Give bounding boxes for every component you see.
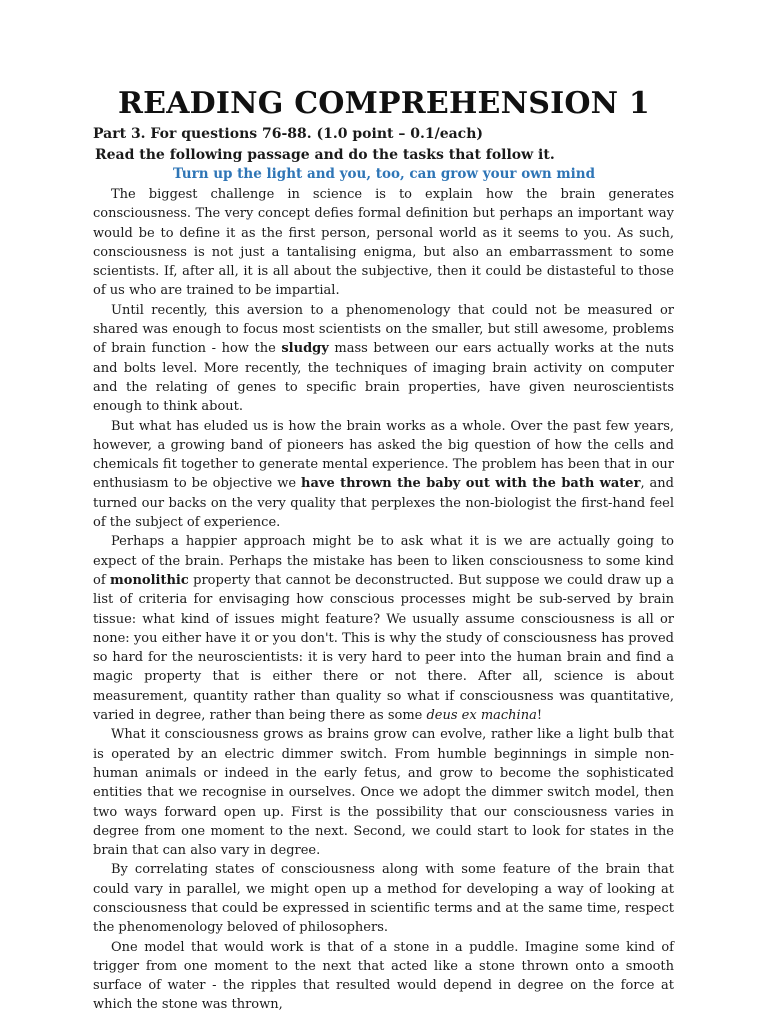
passage-body [93, 185, 674, 1015]
highlighted-word-monolithic: monolithic [110, 572, 189, 588]
paragraph-4-text-c: property that cannot be deconstructed. But suppose we could draw up a list of criteria for envisaging how conscious processes might be sub-served by brain tissue: what kind of issues might feature? We usually assume consciousness is all or none: you either have it or you don't. This is why the study of consciousness has proved so hard for the neuroscientists: it is very hard to peer into the human brain and find a magic property that is either there or not there. After all, science is about measurement, quantity rather than quality so what if consciousness was quantitative, varied in degree, rather than being there as some [93, 572, 674, 724]
instruction-text: Read the following passage and do the tasks that follow it. [95, 147, 555, 163]
part-heading: Part 3. For questions 76-88. (1.0 point – 0.1/each) [93, 126, 483, 142]
paragraph-1 [93, 185, 674, 301]
passage-title: Turn up the light and you, too, can grow your own mind [172, 166, 596, 182]
paragraph-4 [93, 532, 674, 725]
paragraph-7-text: One model that would work is that of a stone in a puddle. Imagine some kind of trigger from one moment to the next that acted like a stone thrown onto a smooth surface of water - the ripples that resulted would depend in degree on the force at which the stone was thrown, [93, 939, 674, 1013]
paragraph-2-text-c: mass between our ears actually works at the nuts and bolts level. More recently, the techniques of imaging brain activity on computer and the relating of genes to specific brain properties, have given neuroscientists enough to think about. [93, 341, 674, 415]
page-title: READING COMPREHENSION 1 [118, 86, 650, 121]
paragraph-2 [93, 301, 674, 417]
paragraph-3 [93, 417, 674, 533]
paragraph-5-text: What it consciousness grows as brains grow can evolve, rather like a light bulb that is operated by an electric dimmer switch. From humble beginnings in simple non-human animals or indeed in the early fetus, and grow to become the sophisticated entities that we recognise in ourselves. Once we adopt the dimmer switch model, then two ways forward open up. First is the possibility that our consciousness varies in degree from one moment to the next. Second, we could start to look for states in the brain that can also vary in degree. [93, 727, 674, 859]
italic-phrase-deus-ex-machina: deus ex machina [426, 708, 537, 724]
paragraph-3-text-c: , and turned our backs on the very quality that perplexes the non-biologist the first-hand feel of the subject of experience. [93, 476, 675, 531]
paragraph-6-text: By correlating states of consciousness along with some feature of the brain that could vary in parallel, we might open up a method for developing a way of looking at consciousness that could be expressed in scientific terms and at the same time, respect the phenomenology beloved of philosophers. [93, 862, 674, 936]
highlighted-phrase-baby-bath-water: have thrown the baby out with the bath water [301, 476, 641, 492]
highlighted-word-sludgy: sludgy [281, 341, 329, 357]
paragraph-1-text: The biggest challenge in science is to explain how the brain generates consciousness. The very concept defies formal definition but perhaps an important way would be to define it as the first person, personal world as it seems to you. As such, consciousness is not just a tantalising enigma, but also an embarrassment to some scientists. If, after all, it is all about the subjective, then it could be distasteful to those of us who are trained to be impartial. [93, 187, 674, 299]
paragraph-3-text-a: But what has eluded us is how the brain works as a whole. Over the past few years, however, a growing band of pioneers has asked the big question of how the cells and chemicals fit together to generate mental experience. The problem has been that in our enthusiasm to be objective we [93, 418, 674, 492]
paragraph-6 [93, 860, 674, 937]
paragraph-4-text-e: ! [536, 708, 543, 724]
paragraph-4-text-a: Perhaps a happier approach might be to ask what it is we are actually going to expect of the brain. Perhaps the mistake has been to liken consciousness to some kind of [93, 534, 674, 588]
paragraph-5 [93, 725, 674, 860]
paragraph-2-text-a: Until recently, this aversion to a phenomenology that could not be measured or shared was enough to focus most scientists on the smaller, but still awesome, problems of brain function - how the [93, 302, 674, 357]
paragraph-7 [93, 938, 674, 1015]
